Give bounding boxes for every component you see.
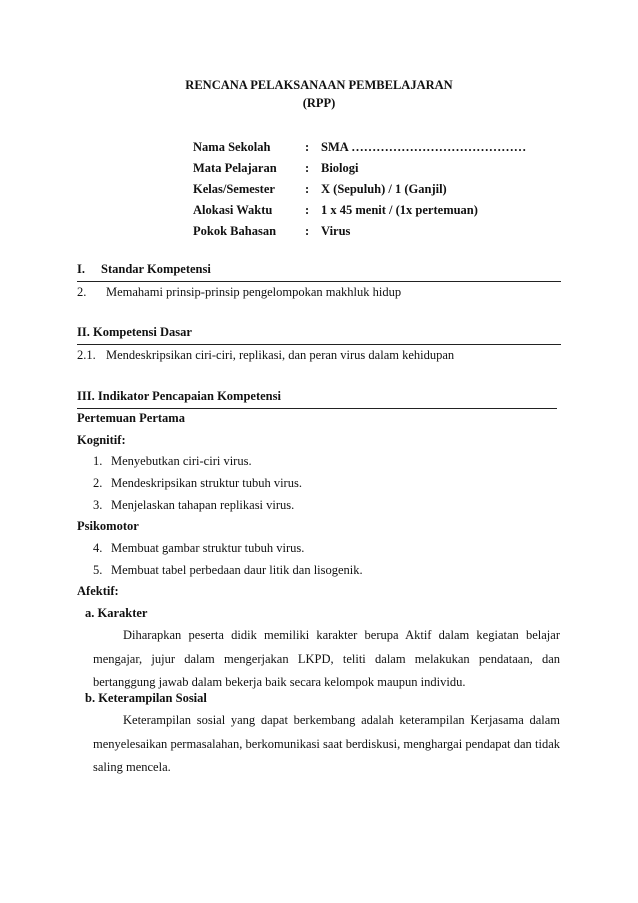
identity-value: Biologi: [321, 161, 359, 175]
section3-rule: [77, 408, 557, 409]
kognitif-label: Kognitif:: [77, 433, 126, 447]
identity-row: [193, 182, 447, 200]
karakter-label: a. Karakter: [85, 606, 148, 620]
identity-colon: :: [305, 224, 310, 238]
sosial-paragraph: Keterampilan sosial yang dapat berkembang adalah keterampilan Kerjasama dalam menyelesaikan permasalahan, berkomunikasi saat berdiskusi, menghargai pendapat dan tidak saling mencela.: [93, 713, 560, 774]
identity-label: Nama Sekolah: [193, 140, 271, 154]
karakter-paragraph: Diharapkan peserta didik memiliki karakter berupa Aktif dalam kegiatan belajar mengajar, jujur dalam mengerjakan LKPD, teliti dalam melakukan pendataan, dan bertanggung jawab dalam bekerja baik secara kelompok maupun individu.: [93, 628, 560, 689]
document-subtitle: (RPP): [302, 96, 336, 110]
section1-item-number: 2.: [77, 285, 87, 299]
identity-row: [193, 203, 478, 221]
identity-row: [193, 140, 526, 158]
identity-value: SMA ……………………………………: [321, 140, 527, 154]
identity-row: [193, 224, 350, 242]
list-item: 2. Mendeskripsikan struktur tubuh virus.: [93, 476, 302, 490]
identity-value: X (Sepuluh) / 1 (Ganjil): [321, 182, 447, 196]
section1-number: I.: [77, 262, 85, 276]
identity-value: 1 x 45 menit / (1x pertemuan): [321, 203, 478, 217]
section2-item-text: Mendeskripsikan ciri-ciri, replikasi, dan peran virus dalam kehidupan: [106, 348, 455, 362]
document-title: RENCANA PELAKSANAAN PEMBELAJARAN: [185, 78, 453, 92]
identity-colon: :: [305, 161, 310, 175]
list-item: 3. Menjelaskan tahapan replikasi virus.: [93, 498, 295, 512]
identity-label: Alokasi Waktu: [193, 203, 273, 217]
psikomotor-label: Psikomotor: [77, 519, 139, 533]
identity-label: Mata Pelajaran: [193, 161, 277, 175]
list-item: 4. Membuat gambar struktur tubuh virus.: [93, 541, 305, 555]
meeting-subheading: Pertemuan Pertama: [77, 411, 185, 425]
section1-heading: Standar Kompetensi: [101, 262, 211, 276]
list-item: 5. Membuat tabel perbedaan daur litik dan lisogenik.: [93, 563, 363, 577]
identity-value: Virus: [321, 224, 351, 238]
section1-rule: [77, 281, 561, 282]
identity-colon: :: [305, 203, 310, 217]
identity-colon: :: [305, 140, 310, 154]
section2-item-number: 2.1.: [77, 348, 96, 362]
section2-rule: [77, 344, 561, 345]
identity-label: Pokok Bahasan: [193, 224, 277, 238]
section3-heading: III. Indikator Pencapaian Kompetensi: [77, 389, 281, 403]
afektif-label: Afektif:: [77, 584, 119, 598]
sosial-label: b. Keterampilan Sosial: [85, 691, 207, 705]
section2-heading: II. Kompetensi Dasar: [77, 325, 192, 339]
identity-row: [193, 161, 359, 179]
list-item: 1. Menyebutkan ciri-ciri virus.: [93, 454, 252, 468]
identity-label: Kelas/Semester: [193, 182, 275, 196]
identity-colon: :: [305, 182, 310, 196]
section1-item-text: Memahami prinsip-prinsip pengelompokan makhluk hidup: [106, 285, 402, 299]
